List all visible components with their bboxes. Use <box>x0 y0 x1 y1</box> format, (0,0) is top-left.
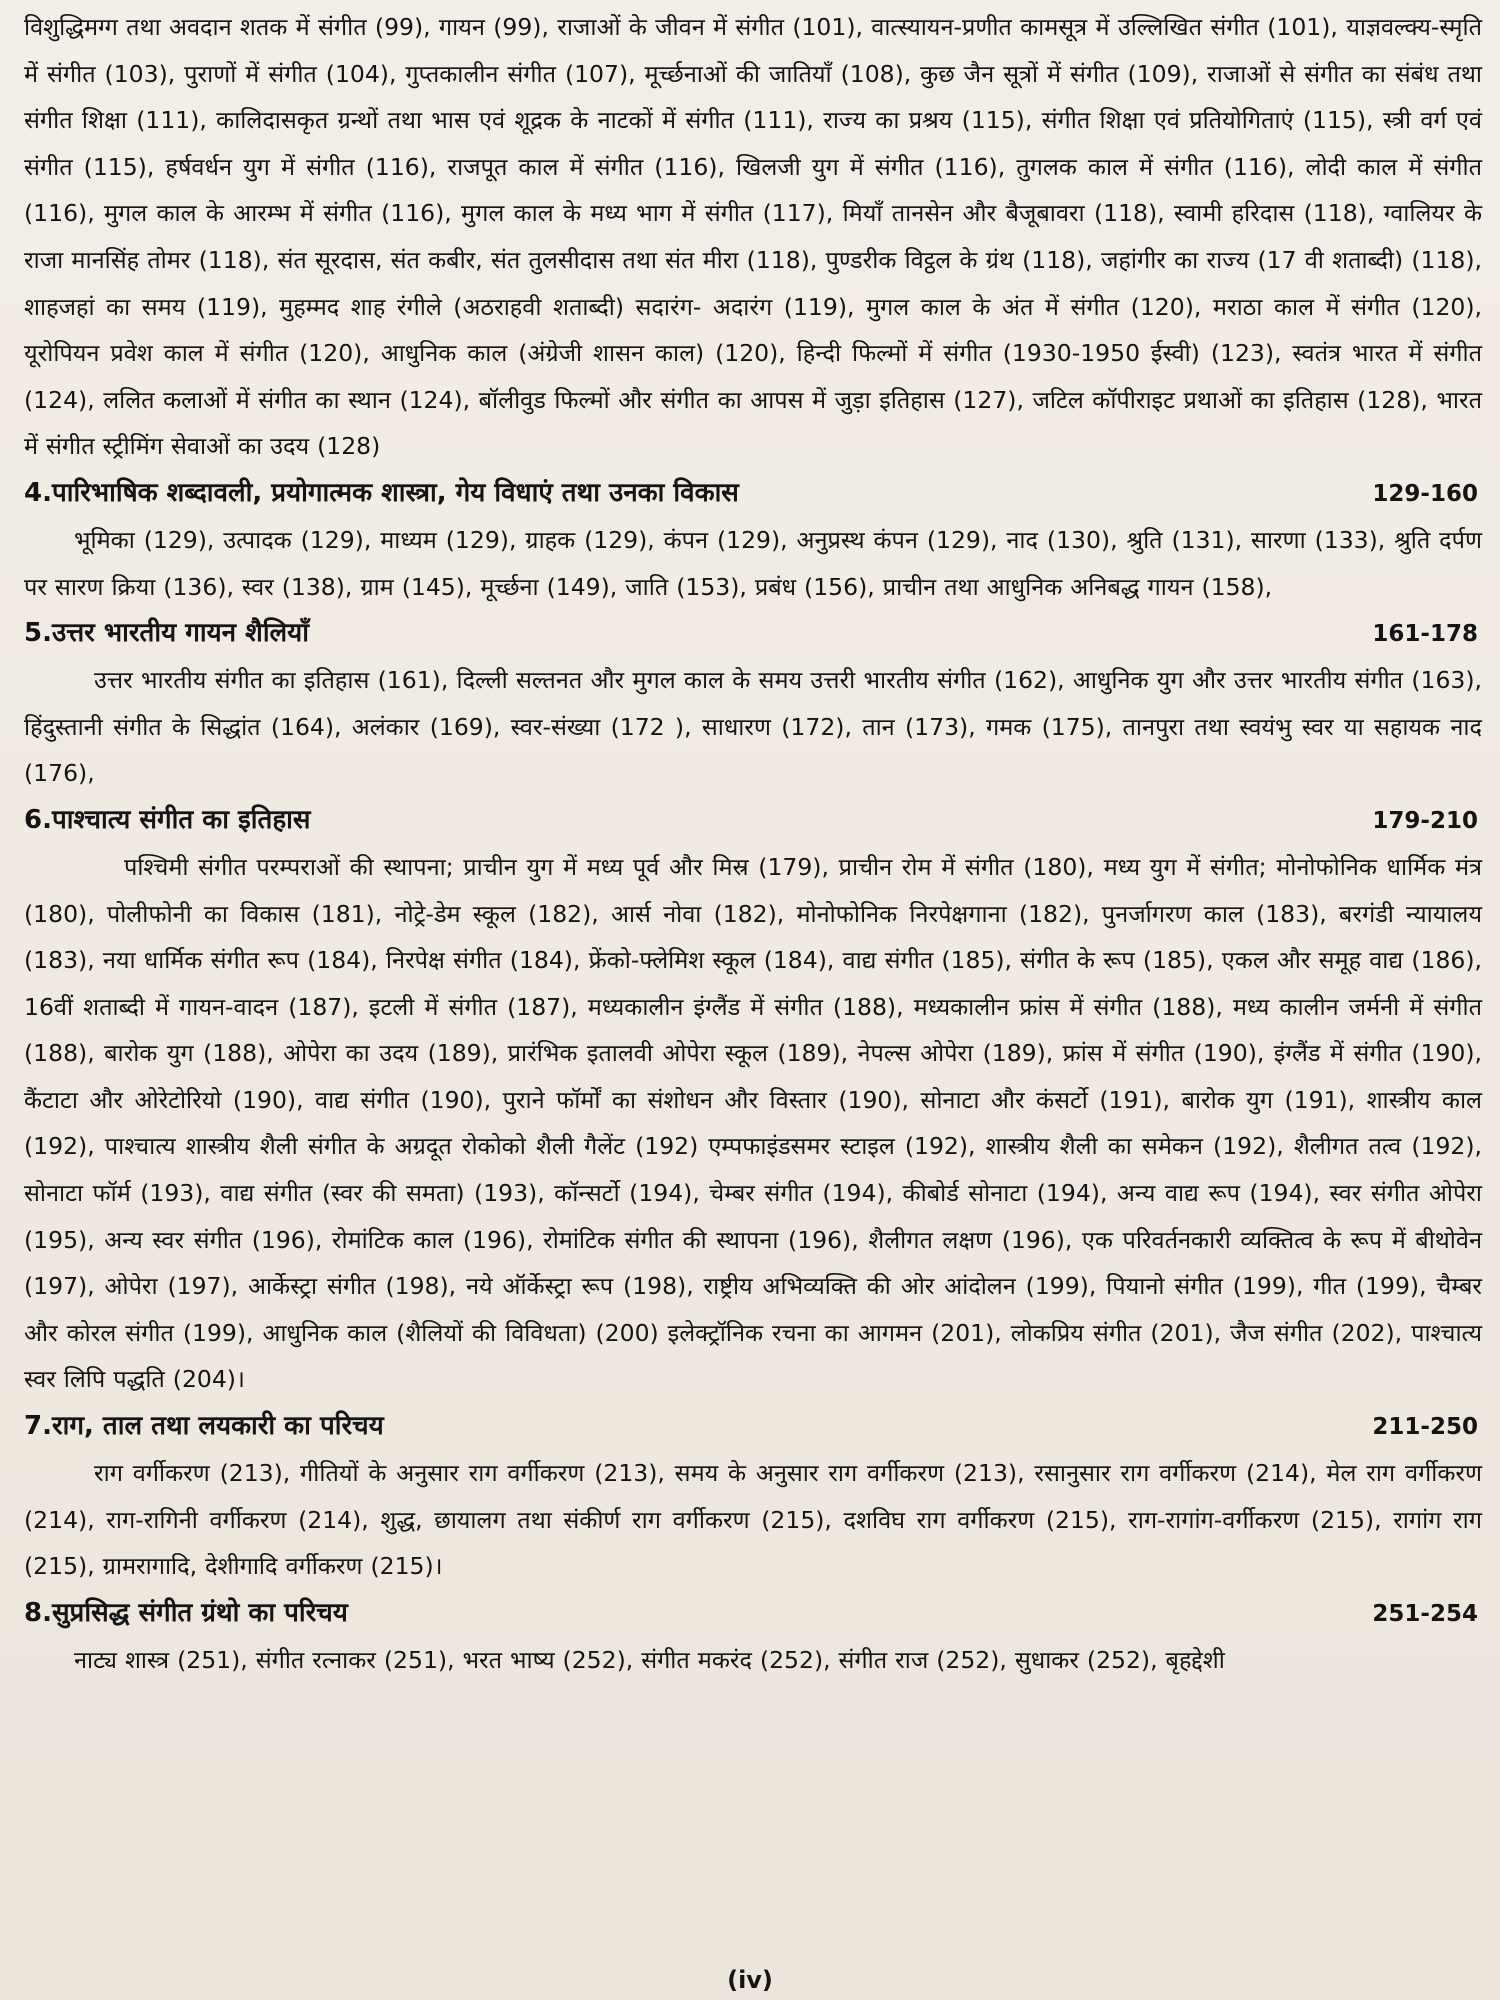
section-heading-5 <box>24 610 1482 657</box>
section-title-8: 8.सुप्रसिद्ध संगीत ग्रंथो का परिचय <box>24 1597 348 1628</box>
section-title-7: 7.राग, ताल तथा लयकारी का परिचय <box>24 1411 384 1442</box>
section-heading-4 <box>24 470 1482 517</box>
section-body-4: भूमिका (129), उत्पादक (129), माध्यम (129), ग्राहक (129), कंपन (129), अनुप्रस्थ कंपन (129), नाद (130), श्रुति (131), सारणा (133), श्रुति दर्पण पर सारण क्रिया (136), स्वर (138), ग्राम (145), मूर्च्छना (149), जाति (153), प्रबंध (156), प्राचीन तथा आधुनिक अनिबद्ध गायन (158), <box>24 525 1482 601</box>
section-heading-6 <box>24 797 1482 844</box>
page-number: (iv) <box>727 1966 773 1994</box>
section-heading-8 <box>24 1590 1482 1637</box>
section-heading-7 <box>24 1403 1482 1450</box>
section-pages-7: 211-250 <box>1372 1414 1478 1441</box>
continued-section-body: विशुद्धिमग्ग तथा अवदान शतक में संगीत (99), गायन (99), राजाओं के जीवन में संगीत (101), वात्स्यायन-प्रणीत कामसूत्र में उल्लिखित संगीत (101), याज्ञवल्क्य-स्मृति में संगीत (103), पुराणों में संगीत (104), गुप्तकालीन संगीत (107), मूर्च्छनाओं की जातियाँ (108), कुछ जैन सूत्रों में संगीत (109), राजाओं से संगीत का संबंध तथा संगीत शिक्षा (111), कालिदासकृत ग्रन्थों तथा भास एवं शूद्रक के नाटकों में संगीत (111), राज्य का प्रश्रय (115), संगीत शिक्षा एवं प्रतियोगिताएं (115), स्त्री वर्ग एवं संगीत (115), हर्षवर्धन युग में संगीत (116), राजपूत काल में संगीत (116), खिलजी युग में संगीत (116), तुगलक काल में संगीत (116), लोदी काल में संगीत (116), मुगल काल के आरम्भ में संगीत (116), मुगल काल के मध्य भाग में संगीत (117), मियाँ तानसेन और बैजूबावरा (118), स्वामी हरिदास (118), ग्वालियर के राजा मानसिंह तोमर (118), संत सूरदास, संत कबीर, संत तुलसीदास तथा संत मीरा (118), पुण्डरीक विट्ठल के ग्रंथ (118), जहांगीर का राज्य (17 वी शताब्दी) (118), शाहजहां का समय (119), मुहम्मद शाह रंगीले (अठराहवी शताब्दी) सदारंग- अदारंग (119), मुगल काल के अंत में संगीत (120), मराठा काल में संगीत (120), यूरोपियन प्रवेश काल में संगीत (120), आधुनिक काल (अंग्रेजी शासन काल) (120), हिन्दी फिल्मों में संगीत (1930-1950 ईस्वी) (123), स्वतंत्र भारत में संगीत (124), ललित कलाओं में संगीत का स्थान (124), बॉलीवुड फिल्मों और संगीत का आपस में जुड़ा इतिहास (127), जटिल कॉपीराइट प्रथाओं का इतिहास (128), भारत में संगीत स्ट्रीमिंग सेवाओं का उदय (128) <box>24 13 1482 461</box>
section-pages-4: 129-160 <box>1372 480 1478 507</box>
section-body-6: पश्चिमी संगीत परम्पराओं की स्थापना; प्राचीन युग में मध्य पूर्व और मिस्र (179), प्राचीन रोम में संगीत (180), मध्य युग में संगीत; मोनोफोनिक धार्मिक मंत्र (180), पोलीफोनी का विकास (181), नोट्रे-डेम स्कूल (182), आर्स नोवा (182), मोनोफोनिक निरपेक्षगाना (182), पुनर्जागरण काल (183), बरगंडी न्यायालय (183), नया धार्मिक संगीत रूप (184), निरपेक्ष संगीत (184), फ्रेंको-फ्लेमिश स्कूल (184), वाद्य संगीत (185), संगीत के रूप (185), एकल और समूह वाद्य (186), 16वीं शताब्दी में गायन-वादन (187), इटली में संगीत (187), मध्यकालीन इंग्लैंड में संगीत (188), मध्यकालीन फ्रांस में संगीत (188), मध्य कालीन जर्मनी में संगीत (188), बारोक युग (188), ओपेरा का उदय (189), प्रारंभिक इतालवी ओपेरा स्कूल (189), नेपल्स ओपेरा (189), फ्रांस में संगीत (190), इंग्लैंड में संगीत (190), कैंटाटा और ओरेटोरियो (190), वाद्य संगीत (190), पुराने फॉर्मों का संशोधन और विस्तार (190), सोनाटा और कंसर्टो (191), बारोक युग (191), शास्त्रीय काल (192), पाश्चात्य शास्त्रीय शैली संगीत के अग्रदूत रोकोको शैली गैलेंट (192) एम्पफाइंडसमर स्टाइल (192), शास्त्रीय शैली का समेकन (192), शैलीगत तत्व (192), सोनाटा फॉर्म (193), वाद्य संगीत (स्वर की समता) (193), कॉन्सर्टो (194), चेम्बर संगीत (194), कीबोर्ड सोनाटा (194), अन्य वाद्य रूप (194), स्वर संगीत ओपेरा (195), अन्य स्वर संगीत (196), रोमांटिक काल (196), रोमांटिक संगीत की स्थापना (196), शैलीगत लक्षण (196), एक परिवर्तनकारी व्यक्तित्व के रूप में बीथोवेन (197), ओपेरा (197), आर्केस्ट्रा संगीत (198), नये ऑर्केस्ट्रा रूप (198), राष्ट्रीय अभिव्यक्ति की ओर आंदोलन (199), पियानो संगीत (199), गीत (199), चैम्बर और कोरल संगीत (199), आधुनिक काल (शैलियों की विविधता) (200) इलेक्ट्रॉनिक रचना का आगमन (201), लोकप्रिय संगीत (201), जैज संगीत (202), पाश्चात्य स्वर लिपि पद्धति (204)। <box>24 852 1482 1394</box>
section-pages-6: 179-210 <box>1372 807 1478 834</box>
section-body-5: उत्तर भारतीय संगीत का इतिहास (161), दिल्ली सल्तनत और मुगल काल के समय उत्तरी भारतीय संगीत (162), आधुनिक युग और उत्तर भारतीय संगीत (163), हिंदुस्तानी संगीत के सिद्धांत (164), अलंकार (169), स्वर-संख्या (172 ), साधारण (172), तान (173), गमक (175), तानपुरा तथा स्वयंभु स्वर या सहायक नाद (176), <box>24 666 1482 788</box>
section-title-6: 6.पाश्चात्य संगीत का इतिहास <box>24 804 311 835</box>
section-pages-5: 161-178 <box>1372 621 1478 648</box>
section-title-4: 4.पारिभाषिक शब्दावली, प्रयोगात्मक शास्त्रा, गेय विधाएं तथा उनका विकास <box>24 477 739 508</box>
section-title-5: 5.उत्तर भारतीय गायन शैलियाँ <box>24 618 309 649</box>
section-body-8: नाट्य शास्त्र (251), संगीत रत्नाकर (251), भरत भाष्य (252), संगीत मकरंद (252), संगीत राज (252), सुधाकर (252), बृहद्देशी <box>74 1645 1225 1674</box>
section-body-7: राग वर्गीकरण (213), गीतियों के अनुसार राग वर्गीकरण (213), समय के अनुसार राग वर्गीकरण (213), रसानुसार राग वर्गीकरण (214), मेल राग वर्गीकरण (214), राग-रागिनी वर्गीकरण (214), शुद्ध, छायालग तथा संकीर्ण राग वर्गीकरण (215), दशविघ राग वर्गीकरण (215), राग-रागांग-वर्गीकरण (215), रागांग राग (215), ग्रामरागादि, देशीगादि वर्गीकरण (215)। <box>24 1459 1482 1581</box>
section-pages-8: 251-254 <box>1372 1600 1478 1627</box>
